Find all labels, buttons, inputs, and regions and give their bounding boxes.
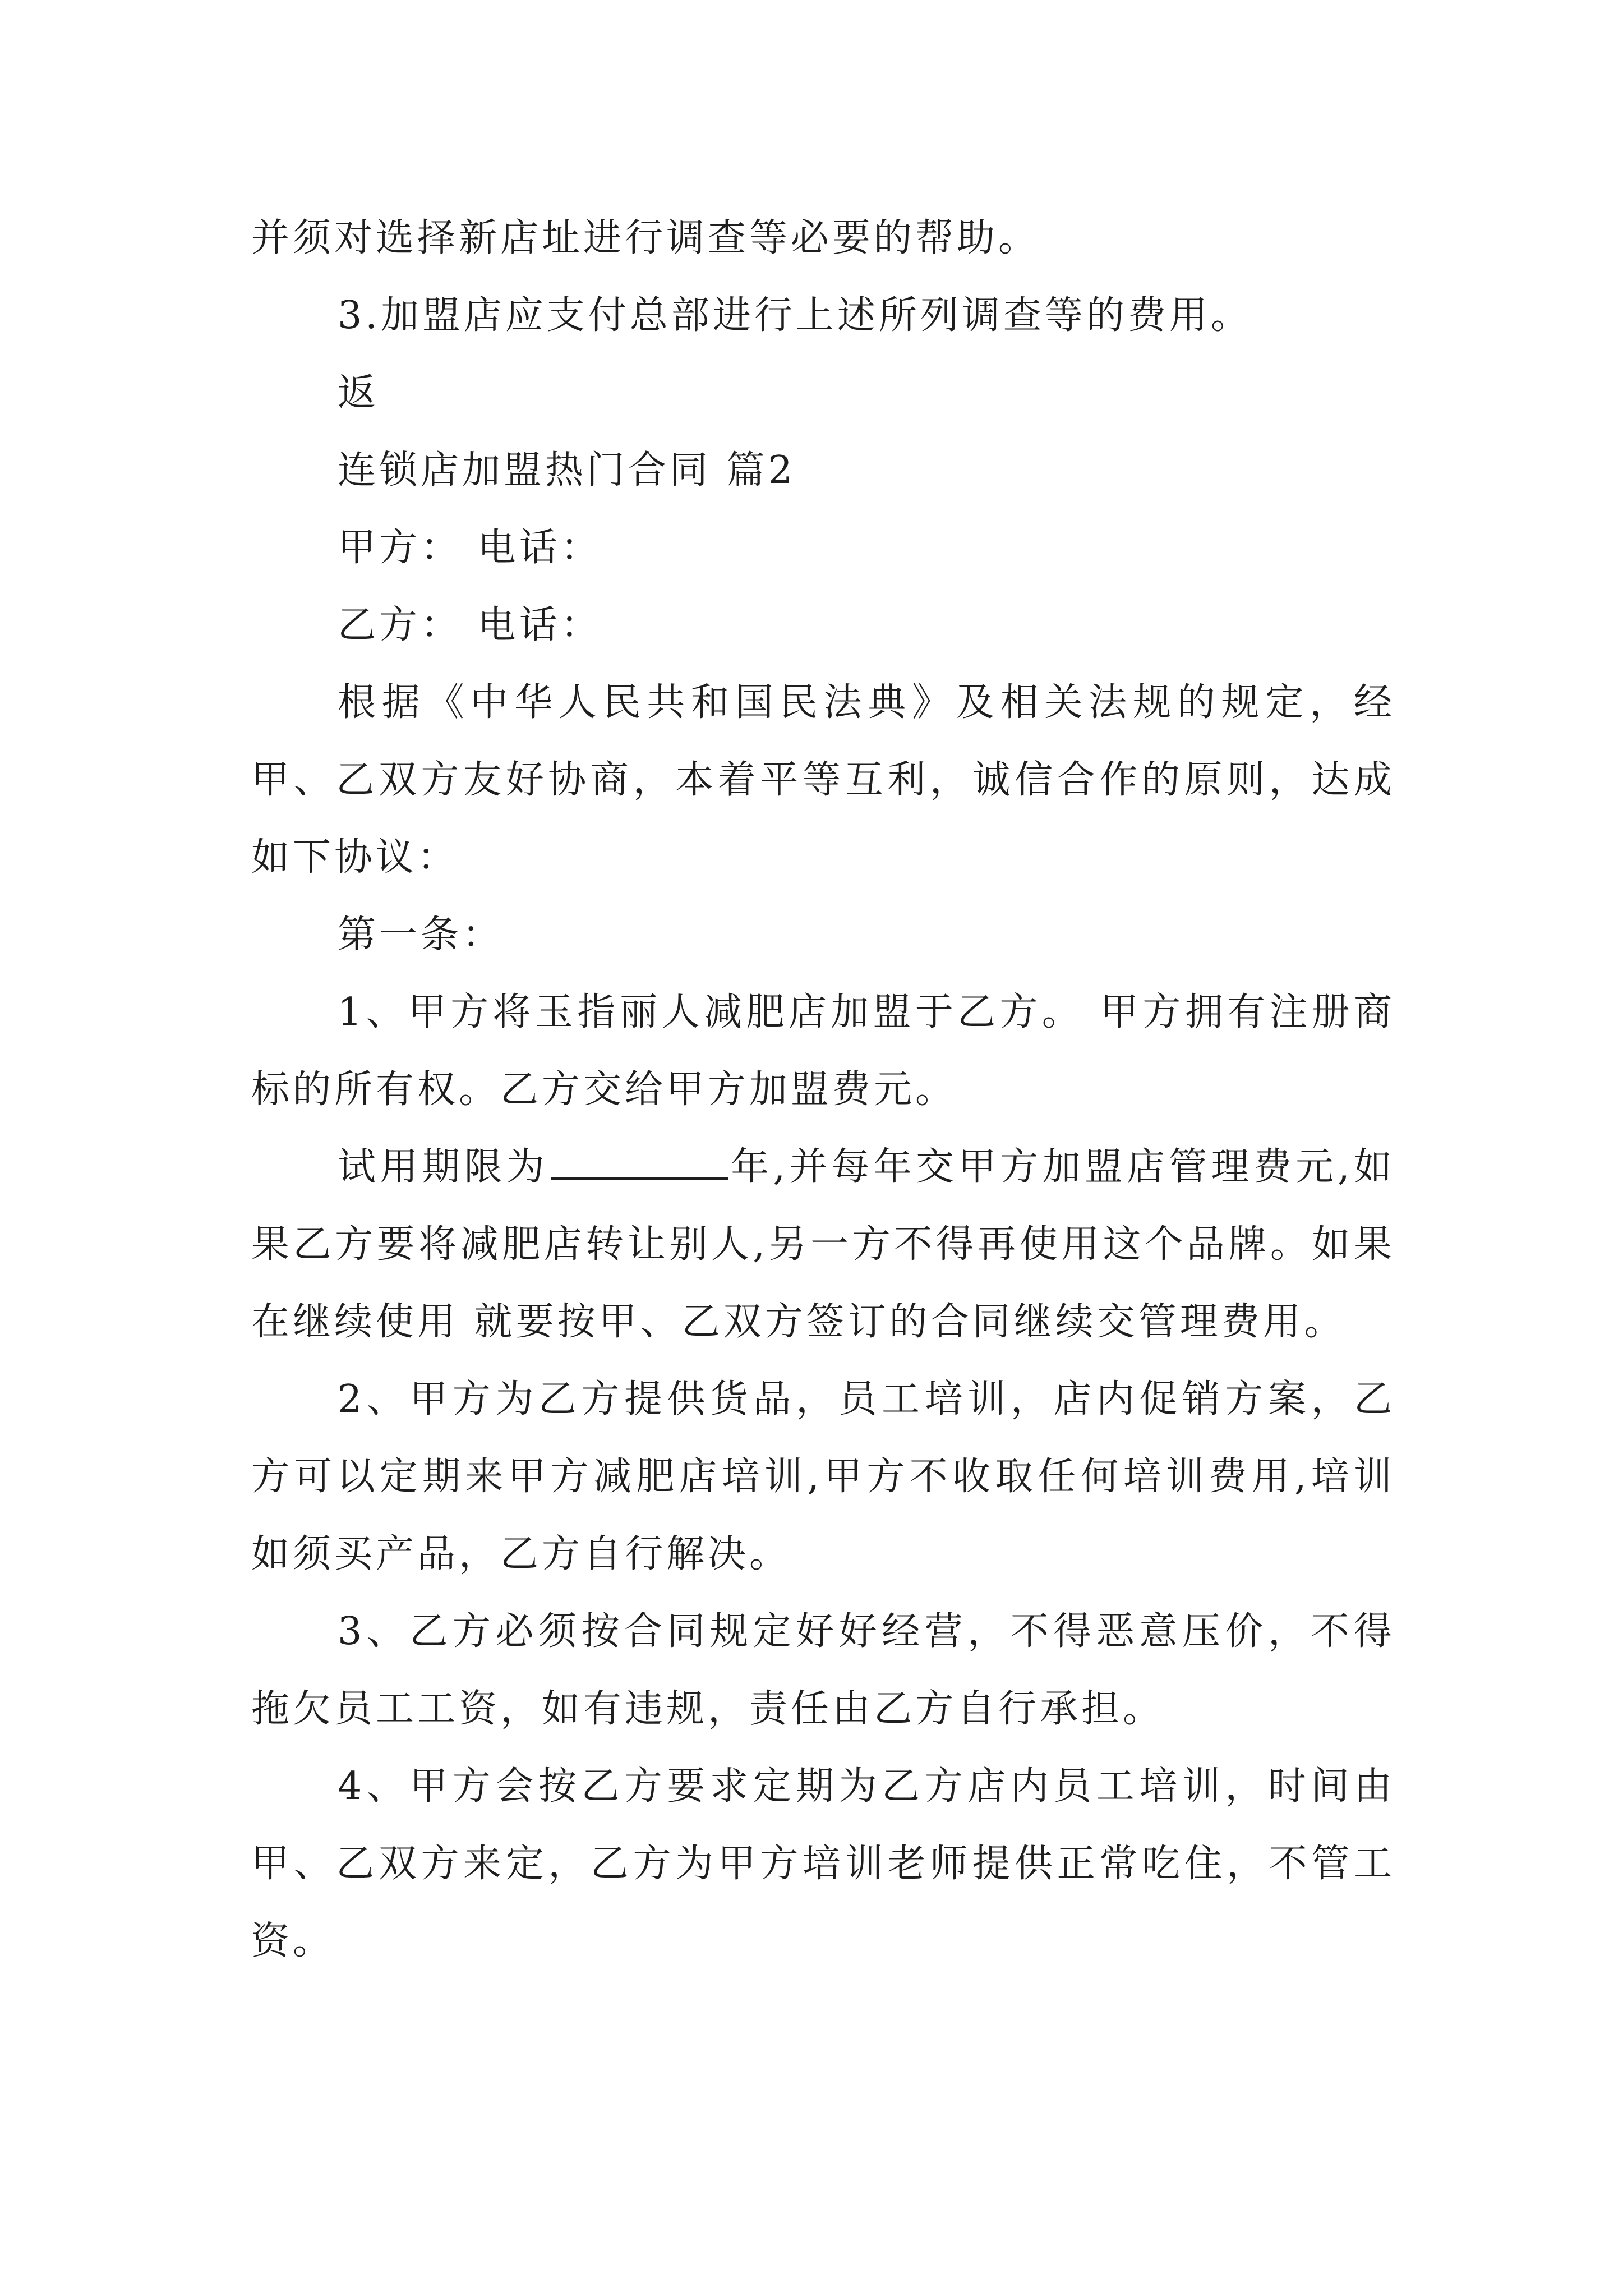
paragraph-item-3: 3、乙方必须按合同规定好好经营，不得恶意压价，不得拖欠员工工资，如有违规，责任由乙方自行承担。 [251, 1609, 1395, 1731]
party-a-line: 甲方： 电话： [338, 526, 602, 570]
paragraph-continued: 并须对选择新店址进行调查等必要的帮助。 [251, 216, 1040, 260]
paragraph-item-2: 2、甲方为乙方提供货品，员工培训，店内促销方案，乙方可以定期来甲方减肥店培训,甲方不收取任何培训费用,培训如须买产品，乙方自行解决。 [251, 1377, 1395, 1576]
fill-in-blank [551, 1145, 728, 1180]
paragraph-clause-3: 3.加盟店应支付总部进行上述所列调查等的费用。 [338, 293, 1252, 338]
trial-period-text-after: 年,并每年交甲方加盟店管理费元,如果乙方要将减肥店转让别人,另一方不得再使用这个品牌。如果在继续使用 就要按甲、乙双方签订的合同继续交管理费用。 [251, 1145, 1395, 1344]
paragraph-item-4: 4、甲方会按乙方要求定期为乙方店内员工培训，时间由甲、乙双方来定，乙方为甲方培训老师提供正常吃住，不管工资。 [251, 1764, 1395, 1963]
article-heading: 第一条： [338, 913, 504, 957]
paragraph-fragment: 返 [338, 371, 380, 415]
paragraph-preamble: 根据《中华人民共和国民法典》及相关法规的规定，经甲、乙双方友好协商，本着平等互利，诚信合作的原则，达成如下协议： [251, 680, 1395, 880]
party-b-line: 乙方： 电话： [338, 603, 602, 647]
section-title: 连锁店加盟热门合同 篇2 [338, 448, 796, 493]
document-body [251, 200, 1395, 1980]
paragraph-trial-period [251, 1129, 1395, 1361]
trial-period-text-before: 试用期限为 [338, 1145, 549, 1189]
paragraph-item-1: 1、甲方将玉指丽人减肥店加盟于乙方。 甲方拥有注册商标的所有权。乙方交给甲方加盟费元。 [251, 990, 1395, 1112]
